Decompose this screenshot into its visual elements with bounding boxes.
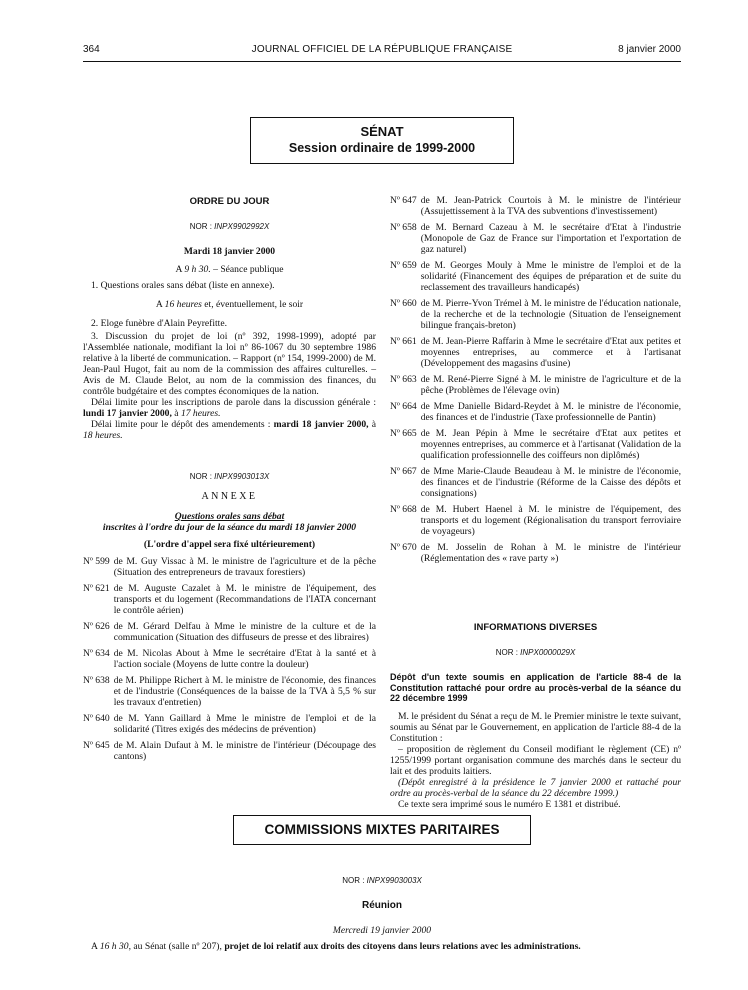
question-text: de M. Hubert Haenel à M. le ministre de l'équipement, des transports et du logement (Régionalisation du transport ferroviaire de voyageurs) [420, 504, 681, 537]
question-number: Nº 668 [390, 504, 417, 515]
commissions-title-box [233, 815, 531, 845]
question-item [83, 621, 376, 643]
delai-amendements [83, 419, 376, 441]
question-text: de M. Bernard Cazeau à M. le secrétaire d'Etat à l'industrie (Monopole de Gaz de France sur l'importation et l'exportation de gaz naturel) [420, 222, 681, 255]
question-number: Nº 663 [390, 374, 417, 385]
nor-label: NOR : [189, 472, 212, 481]
page-header [83, 44, 681, 60]
delai-inscriptions [83, 397, 376, 419]
time-value: 9 h 30. [184, 264, 211, 275]
question-item [390, 504, 681, 537]
annexe-heading: ANNEXE [201, 491, 258, 502]
question-item [390, 374, 681, 396]
nor-label: NOR : [495, 648, 518, 657]
question-text: de Mme Danielle Bidard-Reydet à M. le ministre de l'économie, des finances et de l'industrie (Taxe professionnelle de Pantin) [420, 401, 681, 423]
journal-title: JOURNAL OFFICIEL DE LA RÉPUBLIQUE FRANÇAISE [251, 44, 513, 55]
depot-title: Dépôt d'un texte soumis en application de l'article 88-4 de la Constitution rattaché pour ordre au procès-verbal de la séance du 22 décembre 1999 [390, 672, 681, 703]
delai-date: mardi 18 janvier 2000, [273, 419, 369, 430]
page-number: 364 [83, 44, 100, 55]
question-item [83, 740, 376, 762]
seance-date: Mardi 18 janvier 2000 [183, 246, 276, 257]
question-text: de M. Georges Mouly à Mme le ministre de l'emploi et de la solidarité (Financement des équipes de préparation et de suite du reclassement des travailleurs handicapés) [420, 260, 681, 293]
question-text: de M. Gérard Delfau à Mme le ministre de la culture et de la communication (Situation des diffuseurs de presse et des libraires) [113, 621, 376, 643]
senat-title-box [250, 117, 514, 164]
reunion-prefix: A [91, 941, 98, 952]
question-text: de M. Jean Pépin à Mme le secrétaire d'Etat aux petites et moyennes entreprises, au commerce et à l'artisanat (Validation de la qualification professionnelle des coiffeurs non diplômés) [420, 428, 681, 461]
question-item [83, 713, 376, 735]
question-item [390, 222, 681, 255]
question-number: Nº 638 [83, 675, 110, 686]
informations-heading: INFORMATIONS DIVERSES [473, 622, 598, 633]
nor-code: INPX0000029X [520, 648, 576, 657]
depot-body: M. le président du Sénat a reçu de M. le Premier ministre le texte suivant, soumis au Sénat par le Gouvernement, en application de l'article 88-4 de la Constitution : [390, 710, 681, 744]
commissions-nor-reference [83, 875, 681, 886]
question-number: Nº 599 [83, 556, 110, 567]
nor-reference [83, 221, 376, 232]
senat-title: SÉNAT [360, 124, 404, 139]
question-number: Nº 665 [390, 428, 417, 439]
question-text: de M. Jean-Pierre Raffarin à Mme le secrétaire d'Etat aux petites et moyennes entreprises, au commerce et à l'artisanat (Développement des magasins d'usine) [420, 336, 681, 369]
depot-note: (Dépôt enregistré à la présidence le 7 janvier 2000 et rattaché pour ordre au procès-verbal de la séance du 22 décembre 1999.) [390, 776, 681, 799]
question-text: de M. Pierre-Yvon Trémel à M. le ministre de l'éducation nationale, de la recherche et de la technologie (Situation de l'enseignement bilingue français-breton) [420, 298, 681, 331]
agenda-item-1: 1. Questions orales sans débat (liste en annexe). [91, 280, 275, 291]
nor-code: INPX9902992X [214, 222, 270, 231]
reunion-details [83, 941, 681, 952]
reunion-location: au Sénat (salle nº 207), [133, 941, 222, 952]
question-number: Nº 664 [390, 401, 417, 412]
nor-label: NOR : [342, 876, 365, 885]
annexe-subtitle-1: Questions orales sans débat [174, 511, 285, 522]
question-number: Nº 647 [390, 195, 417, 206]
seance-time [83, 264, 376, 275]
commissions-title: COMMISSIONS MIXTES PARITAIRES [264, 822, 500, 837]
reunion-subject: projet de loi relatif aux droits des citoyens dans leurs relations avec les administrations. [224, 941, 581, 952]
question-item [83, 556, 376, 578]
question-number: Nº 645 [83, 740, 110, 751]
delai-connector: à [174, 408, 179, 419]
question-text: de M. Jean-Patrick Courtois à M. le ministre de l'intérieur (Assujettissement à la TVA des subventions d'investissement) [420, 195, 681, 217]
afternoon-time-value: 16 heures [164, 299, 202, 310]
questions-list-right [390, 195, 681, 564]
question-item [83, 675, 376, 708]
question-number: Nº 659 [390, 260, 417, 271]
afternoon-time [83, 299, 376, 310]
delai-text: Délai limite pour les inscriptions de parole dans la discussion générale : [91, 397, 376, 408]
question-item [390, 336, 681, 369]
delai-connector: à [371, 419, 376, 430]
question-text: de M. Nicolas About à Mme le secrétaire d'Etat à la santé et à l'action sociale (Moyens de lutte contre la douleur) [113, 648, 376, 670]
question-text: de M. René-Pierre Signé à M. le ministre de l'agriculture et de la pêche (Problèmes de l'élevage ovin) [420, 374, 681, 396]
delai-date: lundi 17 janvier 2000, [83, 408, 172, 419]
delai-time: 17 heures. [180, 408, 221, 419]
question-number: Nº 667 [390, 466, 417, 477]
question-text: de M. Yann Gaillard à Mme le ministre de l'emploi et de la solidarité (Titres exigés des médecins de prévention) [113, 713, 376, 735]
afternoon-suffix: et, éventuellement, le soir [204, 299, 304, 310]
time-suffix: – Séance publique [213, 264, 284, 275]
annexe-nor-reference [83, 471, 376, 482]
question-item [390, 466, 681, 499]
delai-text: Délai limite pour le dépôt des amendements : [91, 419, 271, 430]
nor-label: NOR : [189, 222, 212, 231]
question-item [83, 583, 376, 616]
question-text: de Mme Marie-Claude Beaudeau à M. le ministre de l'économie, des finances et de l'industrie (Réforme de la Caisse des dépôts et consignations) [420, 466, 681, 499]
question-text: de M. Guy Vissac à M. le ministre de l'agriculture et de la pêche (Situation des entrepreneurs de travaux forestiers) [113, 556, 376, 578]
question-number: Nº 661 [390, 336, 417, 347]
session-subtitle: Session ordinaire de 1999-2000 [288, 141, 476, 155]
reunion-heading: Réunion [362, 900, 402, 911]
question-number: Nº 670 [390, 542, 417, 553]
annexe-subtitle-2: inscrites à l'ordre du jour de la séance du mardi 18 janvier 2000 [102, 522, 357, 533]
depot-closing: Ce texte sera imprimé sous le numéro E 1381 et distribué. [398, 798, 621, 810]
right-column [390, 195, 681, 810]
commissions-section [83, 875, 681, 952]
question-number: Nº 626 [83, 621, 110, 632]
question-item [390, 428, 681, 461]
question-text: de M. Josselin de Rohan à M. le ministre de l'intérieur (Réglementation des « rave party ») [420, 542, 681, 564]
question-number: Nº 634 [83, 648, 110, 659]
left-column [83, 196, 376, 767]
nor-code: INPX9903013X [214, 472, 270, 481]
question-number: Nº 660 [390, 298, 417, 309]
question-number: Nº 640 [83, 713, 110, 724]
question-text: de M. Auguste Cazalet à M. le ministre de l'équipement, des transports et du logement (Recommandations de l'IATA concernant le contrôle aérien) [113, 583, 376, 616]
question-item [83, 648, 376, 670]
question-item [390, 401, 681, 423]
question-text: de M. Philippe Richert à M. le ministre de l'économie, des finances et de l'industrie (Conséquences de la baisse de la TVA à 5,5 % sur les travaux d'entretien) [113, 675, 376, 708]
reunion-time: 16 h 30, [99, 941, 131, 952]
time-prefix: A [175, 264, 182, 275]
question-item [390, 260, 681, 293]
nor-code: INPX9903003X [366, 876, 422, 885]
agenda-item-2: 2. Eloge funèbre d'Alain Peyrefitte. [91, 318, 227, 329]
question-item [390, 298, 681, 331]
question-number: Nº 621 [83, 583, 110, 594]
question-text: de M. Alain Dufaut à M. le ministre de l'intérieur (Découpage des cantons) [113, 740, 376, 762]
annexe-note: (L'ordre d'appel sera fixé ultérieurement) [143, 539, 316, 550]
ordre-du-jour-heading: ORDRE DU JOUR [189, 196, 270, 207]
question-number: Nº 658 [390, 222, 417, 233]
issue-date: 8 janvier 2000 [618, 44, 681, 55]
afternoon-prefix: A [155, 299, 163, 310]
question-item [390, 542, 681, 564]
reunion-date: Mercredi 19 janvier 2000 [332, 925, 432, 936]
delai-time: 18 heures. [83, 430, 123, 441]
depot-item: – proposition de règlement du Conseil modifiant le règlement (CE) nº 1255/1999 portant organisation commune des marchés dans le secteur du lait et des produits laitiers. [390, 743, 681, 777]
questions-list-left [83, 556, 376, 762]
informations-nor-reference [390, 647, 681, 658]
header-rule [83, 61, 681, 62]
question-item [390, 195, 681, 217]
agenda-item-3: 3. Discussion du projet de loi (nº 392, 1998-1999), adopté par l'Assemblée nationale, modifiant la loi nº 86-1067 du 30 septembre 1986 relative à la liberté de communication. – Rapport (nº 154, 1999-2000) de M. Jean-Paul Hugot, fait au nom de la commission des affaires culturelles. – Avis de M. Claude Belot, au nom de la commission des finances, du contrôle budgétaire et des comptes économiques de la nation. [83, 331, 376, 397]
